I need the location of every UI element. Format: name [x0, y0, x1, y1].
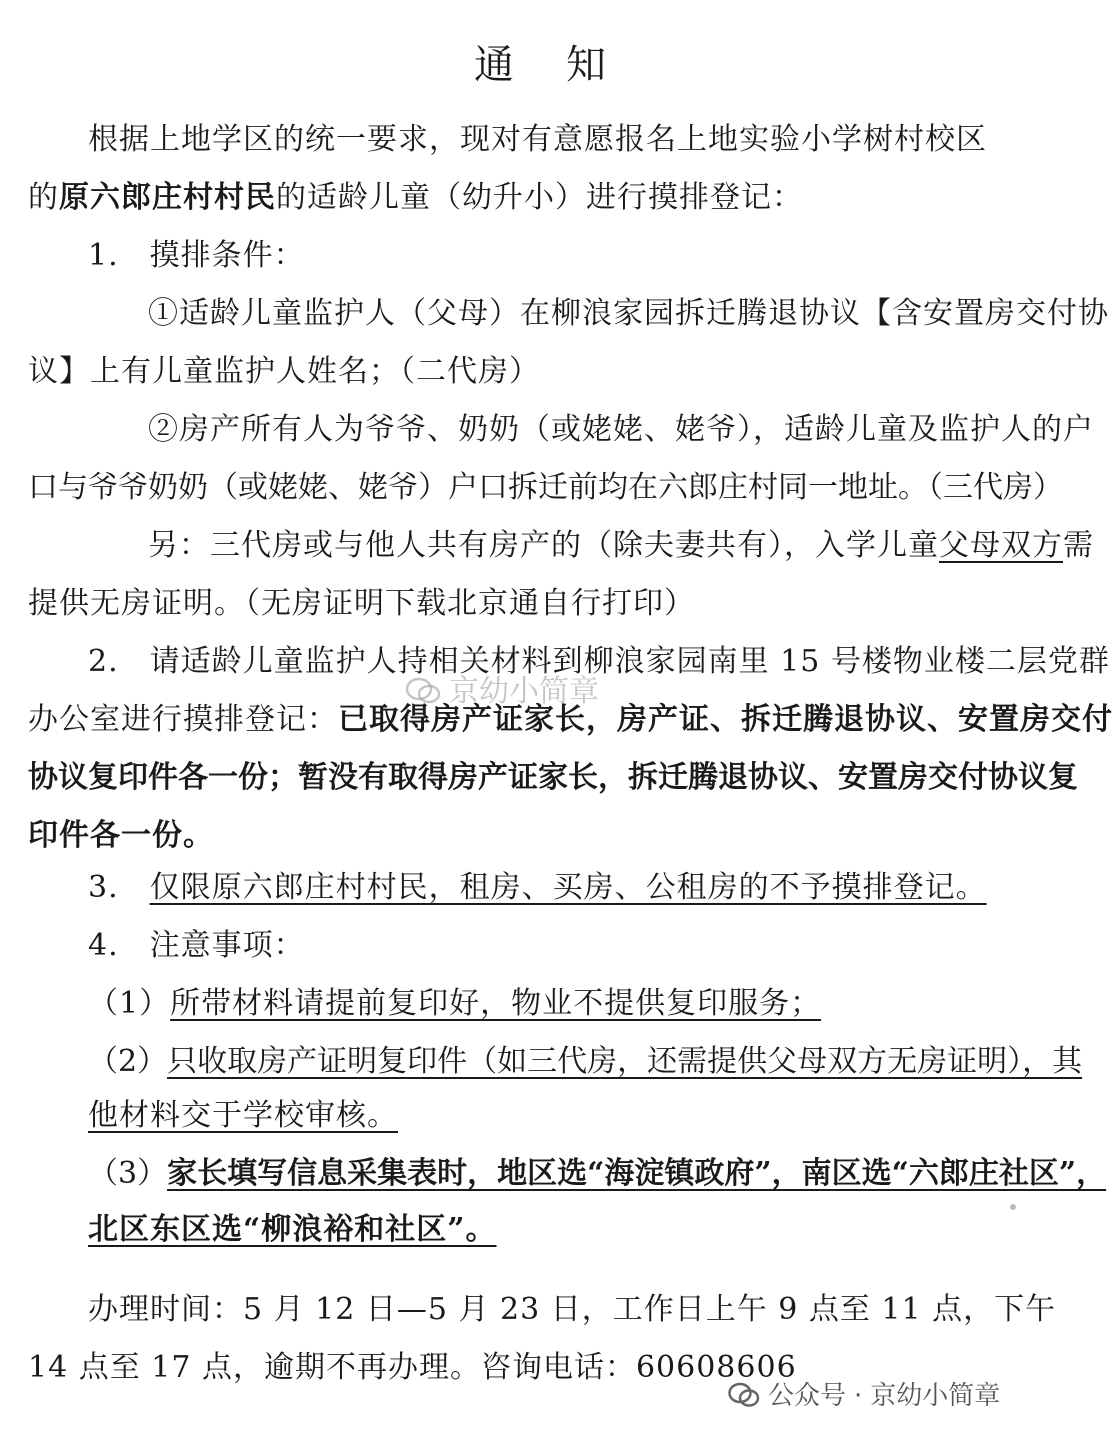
handling-line-1: 办理时间：5 月 12 日—5 月 23 日，工作日上午 9 点至 11 点，下午: [88, 1292, 1057, 1327]
footer-account: 京幼小简章: [870, 1381, 1001, 1411]
item3-text: 家长填写信息采集表时，地区选“海淀镇政府”，南区选“六郎庄社区”，: [167, 1156, 1107, 1191]
item2-text: 只收取房产证明复印件（如三代房，还需提供父母双方无房证明），其: [167, 1044, 1083, 1079]
section2-emphasis: 已取得房产证家长，房产证、拆迁腾退协议、安置房交付: [338, 702, 1113, 737]
note-underlined: 父母双方: [939, 528, 1063, 563]
page-title: 通知: [474, 42, 658, 88]
note-line-1: [148, 526, 1094, 566]
watermark: [405, 672, 599, 712]
wechat-icon: [405, 677, 441, 705]
footer-separator: ·: [854, 1381, 863, 1411]
section4-heading: 4. 注意事项：: [88, 928, 305, 963]
account-footer: [728, 1378, 1000, 1414]
condition1-line-1: ①适龄儿童监护人（父母）在柳浪家园拆迁腾退协议【含安置房交付协: [148, 296, 1109, 331]
intro-text-tail: 的适龄儿童（幼升小）进行摸排登记：: [276, 180, 803, 215]
item3-number: （3）: [88, 1156, 168, 1191]
section3-number: 3.: [88, 870, 150, 905]
section2-text: 办公室进行摸排登记：: [28, 702, 338, 737]
wechat-icon: [728, 1382, 760, 1408]
item2-line-2: 他材料交于学校审核。: [88, 1098, 398, 1133]
item1-text: 所带材料请提前复印好，物业不提供复印服务；: [170, 986, 822, 1021]
condition2-line-2: 口与爷爷奶奶（或姥姥、姥爷）户口拆迁前均在六郎庄村同一地址。（三代房）: [28, 470, 1063, 505]
intro-text: 的: [28, 180, 59, 215]
watermark-text: 京幼小简章: [449, 674, 599, 709]
intro-line-2: [28, 178, 803, 218]
section2-line-4: 印件各一份。: [28, 818, 214, 853]
footer-label: 公众号: [768, 1381, 847, 1411]
intro-emphasis: 原六郎庄村村民: [59, 180, 276, 215]
scan-dot: [1010, 1204, 1016, 1210]
item2-number: （2）: [88, 1044, 168, 1079]
item3-line-1: [88, 1154, 1106, 1194]
note-line-2: 提供无房证明。（无房证明下载北京通自行打印）: [28, 586, 695, 621]
condition2-line-1: ②房产所有人为爷爷、奶奶（或姥姥、姥爷），适龄儿童及监护人的户: [148, 412, 1094, 447]
intro-line-1: 根据上地学区的统一要求，现对有意愿报名上地实验小学树村校区: [88, 122, 987, 157]
item1-line: [88, 984, 821, 1024]
handling-line-2: 14 点至 17 点，逾期不再办理。咨询电话：60608606: [28, 1350, 797, 1385]
section2-line-1: 2. 请适龄儿童监护人持相关材料到柳浪家园南里 15 号楼物业楼二层党群: [88, 644, 1110, 679]
section1-heading: 1. 摸排条件：: [88, 238, 305, 273]
section3-line: [88, 868, 987, 908]
item1-number: （1）: [88, 986, 171, 1021]
item2-line-1: [88, 1042, 1082, 1082]
note-text: 另：三代房或与他人共有房产的（除夫妻共有），入学儿童: [148, 528, 939, 563]
item3-line-2: 北区东区选“柳浪裕和社区”。: [88, 1212, 497, 1247]
condition1-line-2: 议】上有儿童监护人姓名；（二代房）: [28, 354, 540, 389]
note-text-tail: 需: [1063, 528, 1094, 563]
section3-text: 仅限原六郎庄村村民，租房、买房、公租房的不予摸排登记。: [149, 870, 987, 905]
section2-line-3: 协议复印件各一份；暂没有取得房产证家长，拆迁腾退协议、安置房交付协议复: [28, 760, 1078, 795]
